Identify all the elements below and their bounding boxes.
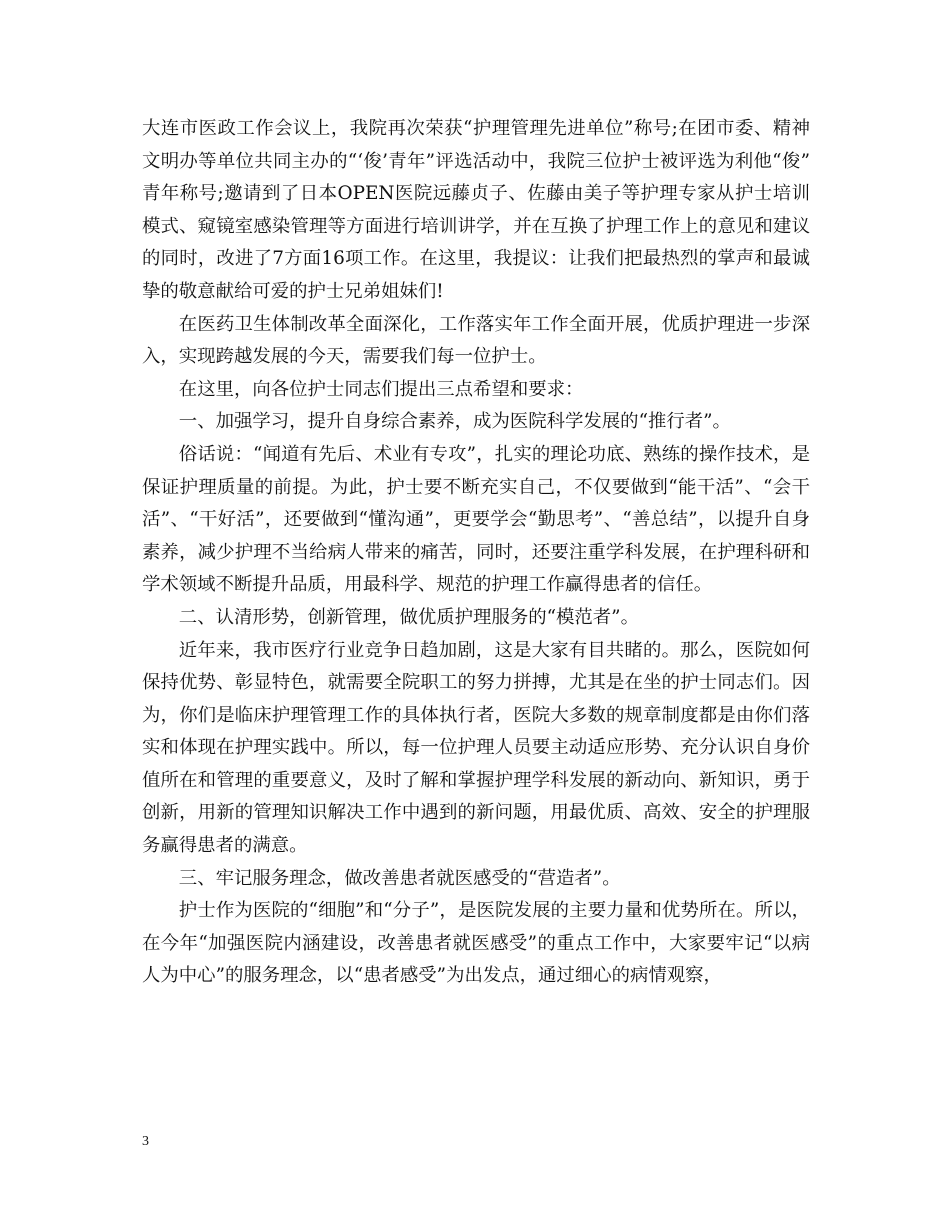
document-body bbox=[142, 113, 810, 993]
page-number: 3 bbox=[142, 1134, 149, 1149]
paragraph-3: 在这里，向各位护士同志们提出三点希望和要求： bbox=[178, 378, 584, 400]
paragraph-5: 近年来，我市医疗行业竞争日趋加剧，这是大家有目共睹的。那么，医院如何保持优势、彰显特色，就需要全院职工的努力拼搏，尤其是在坐的护士同志们。因为，你们是临床护理管理工作的具体执行者，医院大多数的规章制度都是由你们落实和体现在护理实践中。所以，每一位护理人员要主动适应形势、充分认识自身价值所在和管理的重要意义，及时了解和掌握护理学科发展的新动向、新知识，勇于创新，用新的管理知识解决工作中遇到的新问题，用最优质、高效、安全的护理服务赢得患者的满意。 bbox=[142, 639, 810, 857]
paragraph-4: 俗话说：“闻道有先后、术业有专攻”，扎实的理论功底、熟练的操作技术，是保证护理质量的前提。为此，护士要不断充实自己，不仅要做到“能干活”、“会干活”、“干好活”，还要做到“懂沟通”，更要学会“勤思考”、“善总结”，以提升自身素养，减少护理不当给病人带来的痛苦，同时，还要注重学科发展，在护理科研和学术领域不断提升品质，用最科学、规范的护理工作赢得患者的信任。 bbox=[142, 443, 810, 596]
section-heading-3: 三、牢记服务理念，做改善患者就医感受的“营造者”。 bbox=[178, 867, 621, 889]
paragraph-6: 护士作为医院的“细胞”和“分子”，是医院发展的主要力量和优势所在。所以，在今年“加强医院内涵建设，改善患者就医感受”的重点工作中，大家要牢记“以病人为中心”的服务理念，以“患者感受”为出发点，通过细心的病情观察， bbox=[142, 900, 810, 987]
paragraph-2: 在医药卫生体制改革全面深化，工作落实年工作全面开展，优质护理进一步深入，实现跨越发展的今天，需要我们每一位护士。 bbox=[142, 313, 810, 368]
section-heading-2: 二、认清形势，创新管理，做优质护理服务的“模范者”。 bbox=[178, 606, 639, 628]
paragraph-1: 大连市医政工作会议上，我院再次荣获“护理管理先进单位”称号;在团市委、精神文明办等单位共同主办的“‘俊’青年”评选活动中，我院三位护士被评选为利他“俊”青年称号;邀请到了日本OPEN医院远藤贞子、佐藤由美子等护理专家从护士培训模式、窥镜室感染管理等方面进行培训讲学，并在互换了护理工作上的意见和建议的同时，改进了7方面16项工作。在这里，我提议：让我们把最热烈的掌声和最诚挚的敬意献给可爱的护士兄弟姐妹们! bbox=[142, 118, 810, 302]
section-heading-1: 一、加强学习，提升自身综合素养，成为医院科学发展的“推行者”。 bbox=[178, 411, 731, 433]
